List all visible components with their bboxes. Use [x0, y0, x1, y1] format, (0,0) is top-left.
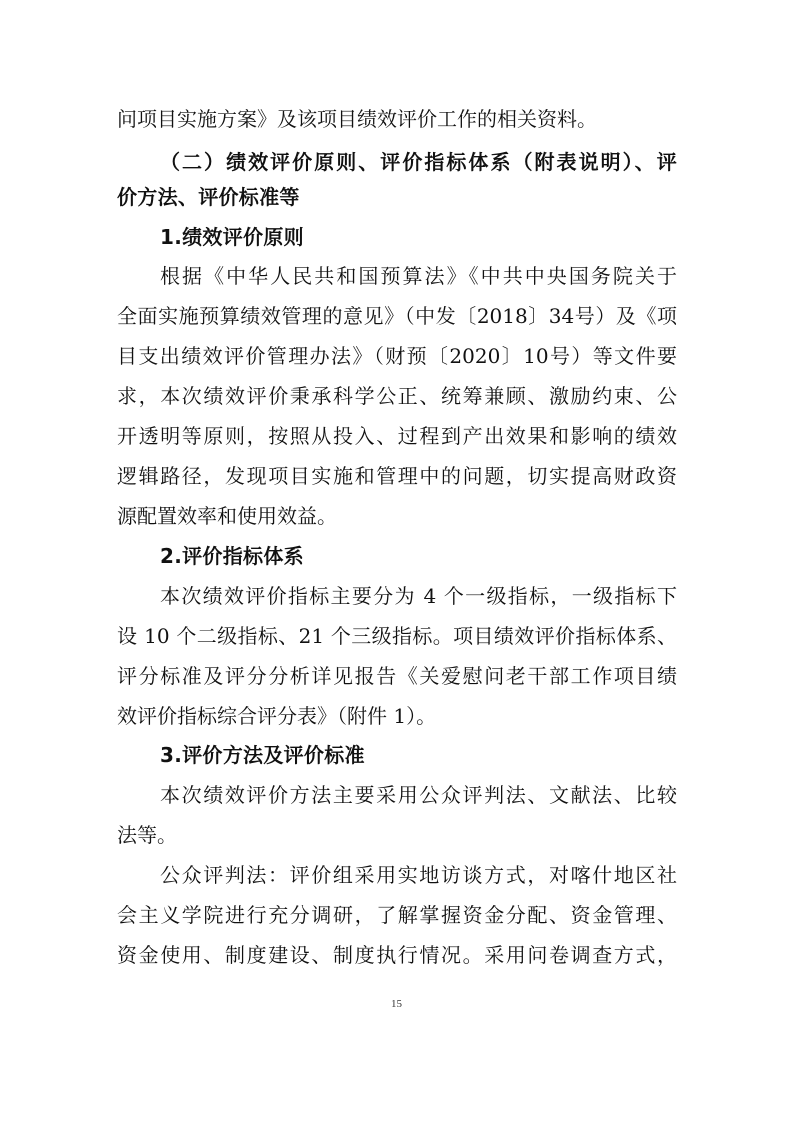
body-text-line: 逻辑路径，发现项目实施和管理中的问题，切实提高财政资 — [117, 464, 677, 488]
body-text-line: 本次绩效评价方法主要采用公众评判法、文献法、比较 — [160, 783, 677, 807]
body-text-line: 效评价指标综合评分表》（附件 1）。 — [117, 704, 437, 728]
body-text-line: 资金使用、制度建设、制度执行情况。采用问卷调查方式， — [117, 943, 677, 967]
body-text-line: 源配置效率和使用效益。 — [117, 504, 337, 528]
body-text-line: 会主义学院进行充分调研，了解掌握资金分配、资金管理、 — [117, 903, 677, 927]
body-text-line: 问项目实施方案》及该项目绩效评价工作的相关资料。 — [117, 107, 597, 131]
body-text-line: 法等。 — [117, 823, 177, 847]
page-number: 15 — [391, 998, 402, 1010]
subsection-heading: 1.绩效评价原则 — [160, 225, 304, 249]
subsection-heading: 2.评价指标体系 — [160, 544, 304, 568]
body-text-line: 公众评判法：评价组采用实地访谈方式，对喀什地区社 — [160, 863, 677, 887]
body-text-line: 目支出绩效评价管理办法》（财预〔2020〕10号）等文件要 — [117, 344, 677, 368]
body-text-line: 全面实施预算绩效管理的意见》（中发〔2018〕34号）及《项 — [117, 304, 677, 328]
body-text-line: 求，本次绩效评价秉承科学公正、统筹兼顾、激励约束、公 — [117, 384, 677, 408]
section-heading: （二）绩效评价原则、评价指标体系（附表说明）、评 — [160, 150, 677, 174]
section-heading-continued: 价方法、评价标准等 — [117, 185, 300, 209]
body-text-line: 设 10 个二级指标、21 个三级指标。项目绩效评价指标体系、 — [117, 624, 677, 648]
body-text-line: 评分标准及评分分析详见报告《关爱慰问老干部工作项目绩 — [117, 664, 677, 688]
body-text-line: 本次绩效评价指标主要分为 4 个一级指标，一级指标下 — [160, 584, 677, 608]
body-text-line: 开透明等原则，按照从投入、过程到产出效果和影响的绩效 — [117, 424, 677, 448]
subsection-heading: 3.评价方法及评价标准 — [160, 743, 365, 767]
body-text-line: 根据《中华人民共和国预算法》《中共中央国务院关于 — [160, 264, 677, 288]
